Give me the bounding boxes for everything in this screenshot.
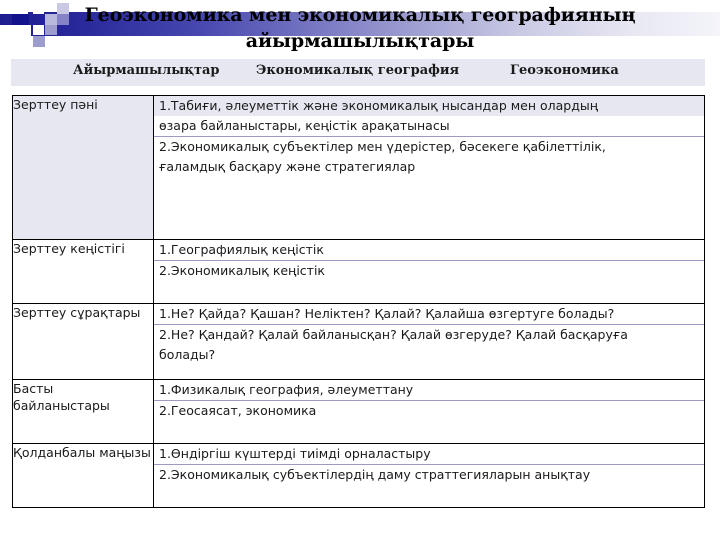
row-content-space: [154, 240, 705, 304]
content-line: 2.Геосаясат, экономика: [159, 403, 317, 418]
content-line: ғаламдық басқару және стратегиялар: [159, 159, 416, 174]
table-column-header-band: [11, 59, 705, 86]
row-content-subject: [154, 96, 705, 240]
content-line: 1.Географиялық кеңістік: [154, 240, 704, 261]
content-line: 2.Не? Қандай? Қалай байланысқан? Қалай өзгеруде? Қалай басқаруға: [159, 327, 628, 342]
content-line: 1.Физикалық география, әлеуметтану: [154, 380, 704, 401]
row-spacer: [154, 281, 704, 303]
content-line: 1.Не? Қайда? Қашан? Неліктен? Қалай? Қалайша өзгертуге болады?: [154, 304, 704, 325]
table-row: [13, 240, 705, 304]
content-line: өзара байланыстары, кеңістік арақатынасы: [154, 116, 704, 137]
row-label-questions: Зерттеу сұрақтары: [13, 304, 154, 380]
slide-title-area: [0, 0, 720, 58]
content-line: 2.Экономикалық субъектілер мен үдерістер, бәсекеге қабілеттілік,: [159, 139, 606, 154]
page-title-line-2: айырмашылықтары: [245, 30, 475, 52]
row-spacer: [154, 421, 704, 443]
content-line: 1.Табиғи, әлеуметтік және экономикалық нысандар мен олардың: [154, 96, 704, 116]
content-line: 1.Өндіргіш күштерді тиімді орналастыру: [154, 444, 704, 465]
row-content-questions: [154, 304, 705, 380]
row-label-connections: Басты байланыстары: [13, 380, 154, 444]
row-spacer: [154, 365, 704, 379]
row-content-applied-value: [154, 444, 705, 508]
table-row: [13, 304, 705, 380]
page-title: [0, 2, 720, 54]
column-header-geoeconomics: Геоэкономика: [510, 63, 619, 78]
content-line: 2.Экономикалық кеңістік: [159, 263, 325, 278]
row-content-connections: [154, 380, 705, 444]
row-label-applied-value: Қолданбалы маңызы: [13, 444, 154, 508]
page-title-line-1: Геоэкономика мен экономикалық географияның: [84, 4, 636, 26]
column-header-economic-geography: Экономикалық география: [256, 63, 460, 78]
table-row: [13, 380, 705, 444]
content-line: 2.Экономикалық субъектілердің даму страттегияларын анықтау: [159, 467, 591, 482]
column-header-differences: Айырмашылықтар: [73, 63, 220, 78]
table-row: [13, 444, 705, 508]
row-spacer: [154, 177, 704, 239]
comparison-table: [12, 95, 705, 508]
row-label-space: Зерттеу кеңістігі: [13, 240, 154, 304]
table-row: [13, 96, 705, 240]
row-label-subject: Зерттеу пәні: [13, 96, 154, 240]
content-line: болады?: [159, 347, 216, 362]
row-spacer: [154, 485, 704, 507]
